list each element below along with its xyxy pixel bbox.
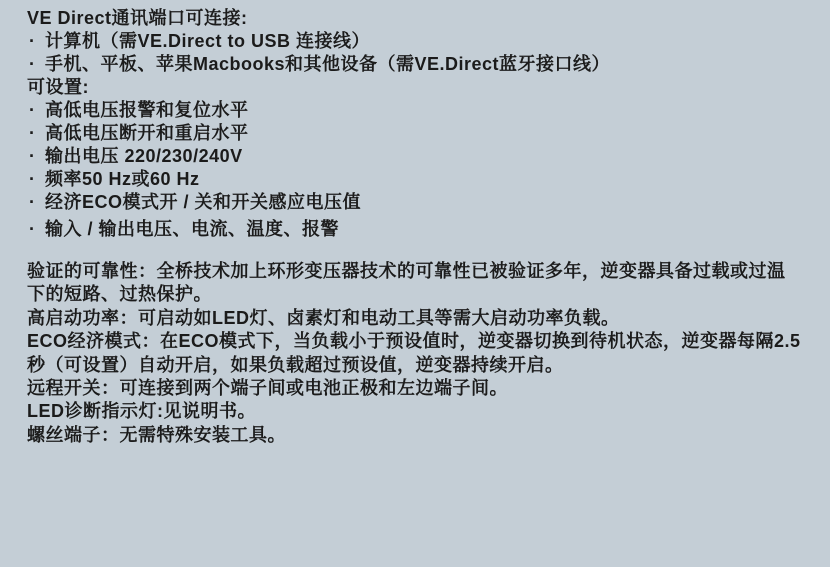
bullet-dot-icon: · (29, 54, 36, 74)
list-item-text: 经济ECO模式开 / 关和开关感应电压值 (45, 192, 362, 212)
bullet-dot-icon: · (29, 123, 36, 143)
feature-screw-terminals: 螺丝端子：无需特殊安装工具。 (27, 424, 286, 445)
list-item (27, 30, 802, 53)
feature-paragraphs (27, 260, 802, 447)
list-item (27, 191, 802, 214)
bullet-dot-icon: · (29, 31, 36, 51)
list-item (27, 218, 802, 241)
list-item-text: 手机、平板、苹果Macbooks和其他设备（需VE.Direct蓝牙接口线） (45, 54, 611, 74)
settings-list (27, 99, 802, 241)
feature-reliability: 验证的可靠性：全桥技术加上环形变压器技术的可靠性已被验证多年，逆变器具备过载或过温下的短路、过热保护。 (27, 261, 786, 305)
list-item-text: 计算机（需VE.Direct to USB 连接线） (45, 31, 371, 51)
list-item (27, 168, 802, 191)
list-item-text: 输入 / 输出电压、电流、温度、报警 (45, 219, 340, 239)
list-item (27, 99, 802, 122)
feature-led-indicator: LED诊断指示灯:见说明书。 (27, 401, 256, 422)
list-item-text: 频率50 Hz或60 Hz (45, 169, 200, 189)
bullet-dot-icon: · (29, 100, 36, 120)
bullet-dot-icon: · (29, 169, 36, 189)
ve-direct-heading: VE Direct通讯端口可连接: (27, 8, 248, 28)
bullet-dot-icon: · (29, 146, 36, 166)
feature-eco-mode: ECO经济模式：在ECO模式下，当负载小于预设值时，逆变器切换到待机状态，逆变器每隔2.5秒（可设置）自动开启，如果负载超过预设值，逆变器持续开启。 (27, 331, 801, 375)
feature-startup-power: 高启动功率：可启动如LED灯、卤素灯和电动工具等需大启动功率负载。 (27, 307, 620, 328)
bullet-dot-icon: · (29, 192, 36, 212)
settings-heading: 可设置: (27, 77, 89, 97)
list-item-text: 输出电压 220/230/240V (45, 146, 243, 166)
ve-direct-connection-list (27, 30, 802, 76)
bullet-dot-icon: · (29, 219, 36, 239)
list-item-text: 高低电压断开和重启水平 (45, 123, 249, 143)
list-item-text: 高低电压报警和复位水平 (45, 100, 249, 120)
feature-remote-switch: 远程开关：可连接到两个端子间或电池正极和左边端子间。 (27, 378, 508, 399)
list-item (27, 53, 802, 76)
list-item (27, 145, 802, 168)
list-item (27, 122, 802, 145)
